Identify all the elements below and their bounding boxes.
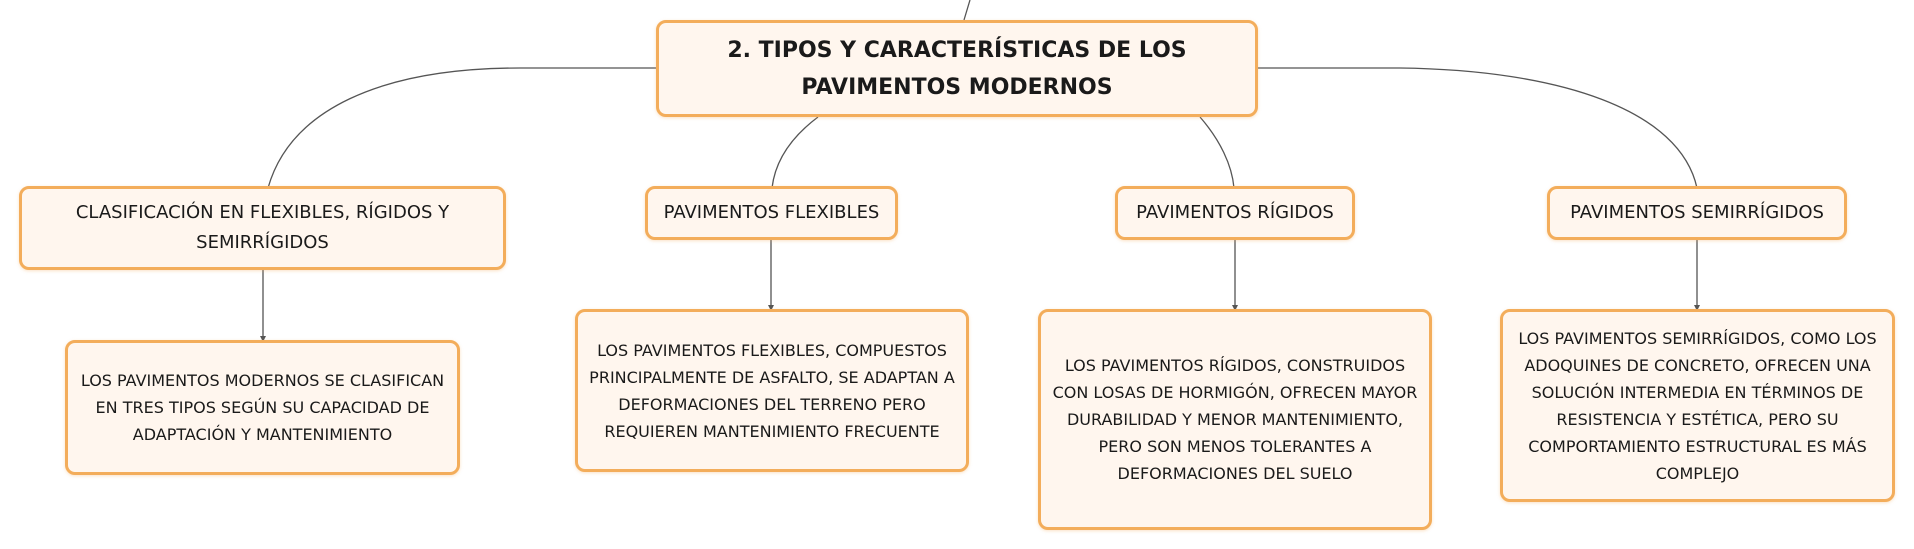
connector-root-branch-2 (772, 117, 818, 188)
connector-root-branch-3 (1200, 117, 1234, 188)
detail-node-text: LOS PAVIMENTOS MODERNOS SE CLASIFICAN EN TRES TIPOS SEGÚN SU CAPACIDAD DE ADAPTACIÓN Y MANTENIMIENTO (80, 371, 445, 444)
detail-node-text: LOS PAVIMENTOS FLEXIBLES, COMPUESTOS PRINCIPALMENTE DE ASFALTO, SE ADAPTAN A DEFORMACIONES DEL TERRENO PERO REQUIEREN MANTENIMIENTO FRECUENTE (589, 340, 955, 441)
connector-root-branch-1 (268, 68, 657, 188)
branch-node-rigidos[interactable] (1115, 186, 1355, 240)
branch-node-clasificacion[interactable] (19, 186, 506, 270)
root-node-label: 2. TIPOS Y CARACTERÍSTICAS DE LOS PAVIMENTOS MODERNOS (727, 37, 1187, 100)
detail-node-clasificacion[interactable] (65, 340, 460, 475)
detail-node-semirrigidos[interactable] (1500, 309, 1895, 502)
branch-node-semirrigidos[interactable] (1547, 186, 1847, 240)
connector-parent-root (964, 0, 970, 20)
detail-node-text: LOS PAVIMENTOS RÍGIDOS, CONSTRUIDOS CON LOSAS DE HORMIGÓN, OFRECEN MAYOR DURABILIDAD Y MENOR MANTENIMIENTO, PERO SON MENOS TOLERANTES A DEFORMACIONES DEL SUELO (1052, 356, 1418, 483)
branch-node-label: PAVIMENTOS FLEXIBLES (663, 202, 880, 223)
connector-root-branch-4 (1256, 68, 1697, 188)
branch-node-label: CLASIFICACIÓN EN FLEXIBLES, RÍGIDOS Y SEMIRRÍGIDOS (75, 202, 450, 253)
root-node[interactable] (656, 20, 1258, 117)
branch-node-flexibles[interactable] (645, 186, 898, 240)
branch-node-label: PAVIMENTOS RÍGIDOS (1136, 202, 1334, 223)
branch-node-label: PAVIMENTOS SEMIRRÍGIDOS (1570, 202, 1824, 223)
detail-node-text: LOS PAVIMENTOS SEMIRRÍGIDOS, COMO LOS ADOQUINES DE CONCRETO, OFRECEN UNA SOLUCIÓN INTERMEDIA EN TÉRMINOS DE RESISTENCIA Y ESTÉTICA, PERO SU COMPORTAMIENTO ESTRUCTURAL ES MÁS COMPLEJO (1518, 328, 1877, 483)
detail-node-flexibles[interactable] (575, 309, 969, 472)
detail-node-rigidos[interactable] (1038, 309, 1432, 530)
